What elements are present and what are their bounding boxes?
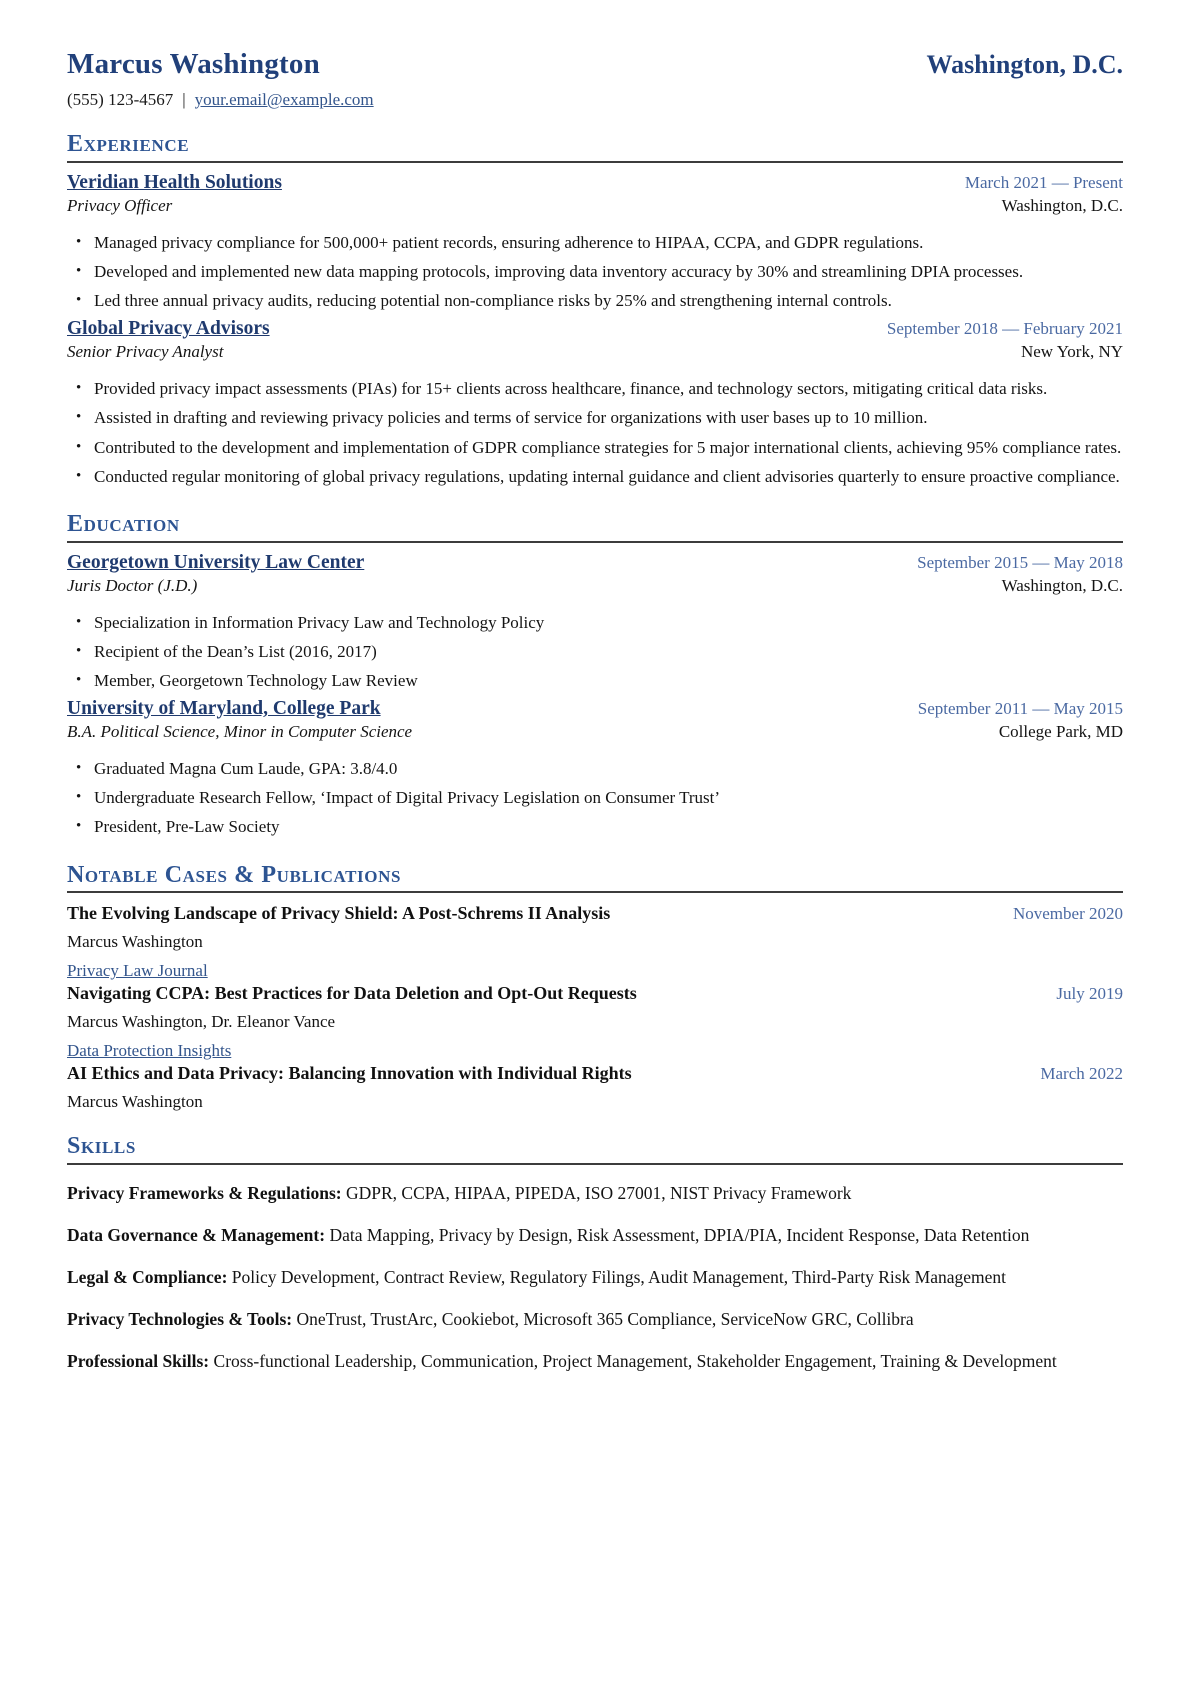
skills-group [67, 1180, 1123, 1207]
bullet-item [67, 375, 1123, 402]
bullet-icon: • [76, 818, 82, 835]
publication-venue-link[interactable]: Data Protection Insights [67, 1041, 232, 1061]
bullet-text: Assisted in drafting and reviewing privacy policies and terms of service for organizations with user bases up to 10 million. [94, 408, 928, 428]
bullet-icon: • [76, 613, 82, 630]
bullet-icon: • [76, 262, 82, 279]
bullet-item [67, 667, 1123, 694]
bullet-text: Member, Georgetown Technology Law Review [94, 670, 418, 690]
bullet-text: Managed privacy compliance for 500,000+ patient records, ensuring adherence to HIPAA, CCPA, and GDPR regulations. [94, 232, 924, 252]
bullet-text: Led three annual privacy audits, reducing potential non-compliance risks by 25% and strengthening internal controls. [94, 290, 892, 310]
skills-group [67, 1264, 1123, 1291]
bullet-item [67, 755, 1123, 782]
skills-text: Policy Development, Contract Review, Regulatory Filings, Audit Management, Third-Party Risk Management [231, 1267, 1007, 1288]
section-title-experience: Experience [67, 131, 1123, 163]
job-location: Washington, D.C. [1001, 195, 1123, 215]
bullet-text: Specialization in Information Privacy Law and Technology Policy [94, 612, 545, 632]
skills-group [67, 1348, 1123, 1375]
publication-authors: Marcus Washington [67, 932, 203, 952]
job-role: Privacy Officer [67, 195, 173, 215]
phone-number: (555) 123-4567 [67, 90, 174, 109]
school-dates: September 2011 — May 2015 [917, 699, 1123, 719]
bullet-icon: • [76, 233, 82, 250]
page-title: Marcus Washington [67, 48, 320, 80]
job-dates: March 2021 — Present [964, 172, 1123, 192]
section-title-publications: Notable Cases & Publications [67, 862, 1123, 894]
publication-date: July 2019 [1056, 984, 1123, 1004]
job-location: New York, NY [1020, 342, 1123, 362]
school-degree: B.A. Political Science, Minor in Computer Science [67, 722, 413, 742]
skills-group [67, 1306, 1123, 1333]
publication-title: AI Ethics and Data Privacy: Balancing Innovation with Individual Rights [67, 1063, 632, 1084]
school-degree: Juris Doctor (J.D.) [67, 575, 198, 595]
skills-group [67, 1222, 1123, 1249]
bullet-icon: • [76, 760, 82, 777]
bullet-item [67, 258, 1123, 285]
bullet-item [67, 287, 1123, 314]
section-experience [67, 131, 1123, 490]
bullet-item [67, 784, 1123, 811]
school-link[interactable]: University of Maryland, College Park [67, 698, 381, 720]
section-publications [67, 862, 1123, 1113]
publication-entry [67, 903, 1123, 981]
publication-venue-link[interactable]: Privacy Law Journal [67, 961, 208, 981]
publication-entry [67, 983, 1123, 1061]
bullet-item [67, 434, 1123, 461]
bullet-icon: • [76, 789, 82, 806]
school-link[interactable]: Georgetown University Law Center [67, 551, 365, 573]
skills-label: Professional Skills: [67, 1351, 210, 1372]
header [67, 48, 1123, 81]
skills-label: Legal & Compliance: [67, 1267, 228, 1288]
bullet-icon: • [76, 671, 82, 688]
bullet-list [67, 229, 1123, 315]
skills-label: Privacy Frameworks & Regulations: [67, 1182, 342, 1203]
bullet-item [67, 813, 1123, 840]
skills-text: Cross-functional Leadership, Communication, Project Management, Stakeholder Engagement, Training & Development [213, 1351, 1057, 1372]
header-location: Washington, D.C. [926, 50, 1123, 79]
contact-line [67, 90, 1123, 110]
contact-separator: | [182, 90, 186, 109]
company-link[interactable]: Global Privacy Advisors [67, 318, 270, 340]
skills-label: Data Governance & Management: [67, 1224, 326, 1245]
job-dates: September 2018 — February 2021 [886, 319, 1123, 339]
skills-text: GDPR, CCPA, HIPAA, PIPEDA, ISO 27001, NIST Privacy Framework [345, 1182, 852, 1203]
bullet-text: Graduated Magna Cum Laude, GPA: 3.8/4.0 [94, 759, 398, 779]
bullet-item [67, 229, 1123, 256]
company-link[interactable]: Veridian Health Solutions [67, 171, 282, 193]
bullet-item [67, 638, 1123, 665]
bullet-item [67, 404, 1123, 431]
section-title-skills: Skills [67, 1133, 1123, 1165]
skills-text: Data Mapping, Privacy by Design, Risk Assessment, DPIA/PIA, Incident Response, Data Retention [329, 1224, 1030, 1245]
publication-authors: Marcus Washington, Dr. Eleanor Vance [67, 1012, 336, 1032]
bullet-text: Recipient of the Dean’s List (2016, 2017) [94, 641, 377, 661]
school-location: Washington, D.C. [1001, 575, 1123, 595]
publication-date: March 2022 [1040, 1064, 1123, 1084]
school-location: College Park, MD [998, 722, 1123, 742]
publication-entry [67, 1063, 1123, 1112]
bullet-icon: • [76, 409, 82, 426]
bullet-text: Contributed to the development and implementation of GDPR compliance strategies for 5 major international clients, achieving 95% compliance rates. [94, 437, 1122, 457]
bullet-list [67, 375, 1123, 490]
bullet-text: Undergraduate Research Fellow, ‘Impact of Digital Privacy Legislation on Consumer Trust’ [94, 788, 721, 808]
job-entry [67, 172, 1123, 315]
section-education [67, 511, 1123, 841]
email-link[interactable]: your.email@example.com [194, 90, 374, 109]
bullet-item [67, 463, 1123, 490]
bullet-icon: • [76, 642, 82, 659]
publication-authors: Marcus Washington [67, 1092, 203, 1112]
publication-title: The Evolving Landscape of Privacy Shield: A Post-Schrems II Analysis [67, 903, 611, 924]
school-entry [67, 552, 1123, 695]
bullet-text: Conducted regular monitoring of global privacy regulations, updating internal guidance and client advisories quarterly to ensure proactive compliance. [94, 466, 1120, 486]
bullet-icon: • [76, 291, 82, 308]
school-entry [67, 698, 1123, 841]
bullet-list [67, 609, 1123, 695]
bullet-item [67, 609, 1123, 636]
bullet-icon: • [76, 438, 82, 455]
bullet-icon: • [76, 380, 82, 397]
school-dates: September 2015 — May 2018 [917, 552, 1123, 572]
bullet-text: President, Pre-Law Society [94, 817, 280, 837]
section-title-education: Education [67, 511, 1123, 543]
job-role: Senior Privacy Analyst [67, 342, 224, 362]
bullet-list [67, 755, 1123, 841]
publication-date: November 2020 [1012, 904, 1123, 924]
section-skills [67, 1133, 1123, 1375]
job-entry [67, 318, 1123, 490]
publication-title: Navigating CCPA: Best Practices for Data Deletion and Opt-Out Requests [67, 983, 637, 1004]
bullet-text: Developed and implemented new data mapping protocols, improving data inventory accuracy by 30% and streamlining DPIA processes. [94, 261, 1024, 281]
skills-text: OneTrust, TrustArc, Cookiebot, Microsoft 365 Compliance, ServiceNow GRC, Collibra [296, 1309, 914, 1330]
bullet-icon: • [76, 467, 82, 484]
skills-label: Privacy Technologies & Tools: [67, 1309, 293, 1330]
bullet-text: Provided privacy impact assessments (PIAs) for 15+ clients across healthcare, finance, and technology sectors, mitigating critical data risks. [94, 379, 1048, 399]
